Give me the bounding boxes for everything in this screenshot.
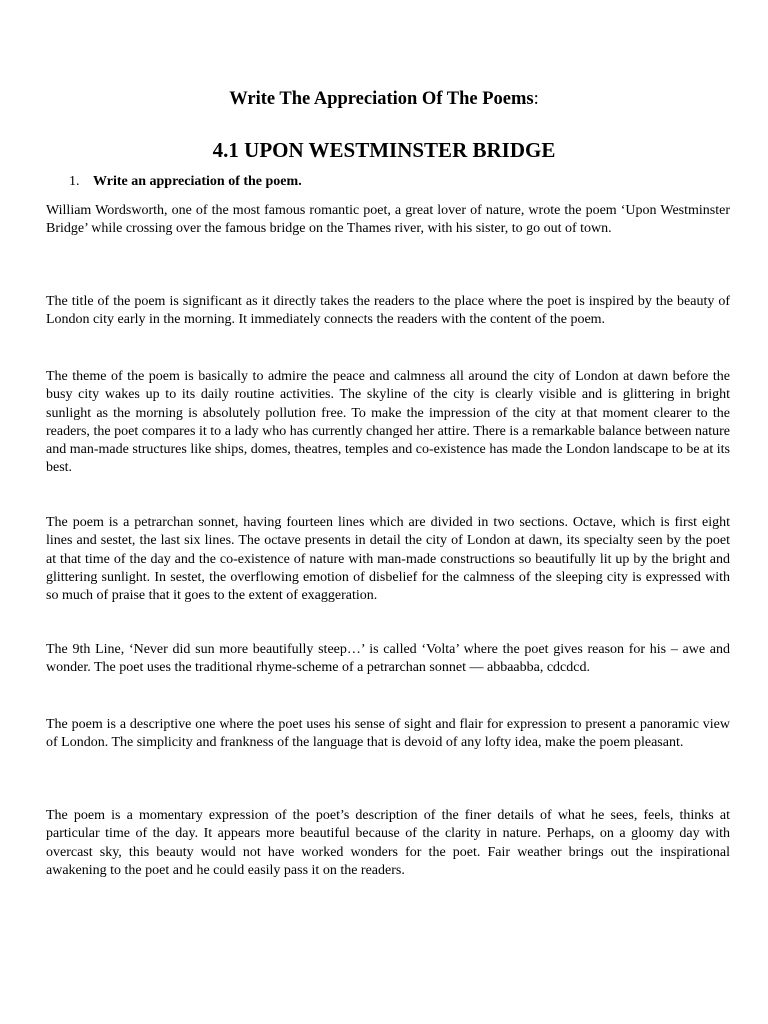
paragraph-author-intro: William Wordsworth, one of the most famous romantic poet, a great lover of nature, wrote the poem ‘Upon Westminster Bridge’ while crossing over the famous bridge on the Thames river, with his sister, to go out of town. [46,203,730,237]
paragraph-momentary-expression: The poem is a momentary expression of the poet’s description of the finer details of what he sees, feels, thinks at particular time of the day. It appears more beautiful because of the clarity in nature. Perhaps, on a gloomy day with overcast sky, this beauty would not have worked wonders for the poet. Fair weather brings out the inspirational awakening to the poet and he could easily pass it on the readers. [46,808,730,878]
paragraph-theme: The theme of the poem is basically to admire the peace and calmness all around the city of London at dawn before the busy city wakes up to its daily routine activities. The skyline of the city is clearly visible and is glittering in bright sunlight as the morning is absolutely pollution free. To make the impression of the city at that moment clearer to the readers, the poet compares it to a lady who has currently changed her attire. There is a remarkable balance between nature and man-made structures like ships, domes, theatres, temples and co-existence has made the London landscape to be at its best. [46,369,730,476]
page-title-text: Write The Appreciation Of The Poems [229,89,534,109]
question-number: 1. [69,174,80,189]
paragraph-descriptive: The poem is a descriptive one where the poet uses his sense of sight and flair for expression to present a panoramic view of London. The simplicity and frankness of the language that is devoid of any lofty idea, make the poem pleasant. [46,717,730,751]
question-item [69,174,302,190]
paragraph-sonnet-form: The poem is a petrarchan sonnet, having fourteen lines which are divided in two sections. Octave, which is first eight lines and sestet, the last six lines. The octave presents in detail the city of London at dawn, its specialty seen by the poet at that time of the day and the co-existence of nature with man-made constructions so beautifully lit up by the bright and glittering sunlight. In sestet, the overflowing emotion of disbelief for the calmness of the sleeping city is expressed with so much of praise that it goes to the extent of exaggeration. [46,515,730,604]
page-title-colon: : [533,89,539,109]
question-text: Write an appreciation of the poem. [93,174,302,189]
page-title [0,89,768,110]
paragraph-title: The title of the poem is significant as it directly takes the readers to the place where the poet is inspired by the beauty of London city early in the morning. It immediately connects the readers with the content of the poem. [46,294,730,328]
paragraph-volta: The 9th Line, ‘Never did sun more beautifully steep…’ is called ‘Volta’ where the poet gives reason for his – awe and wonder. The poet uses the traditional rhyme-scheme of a petrarchan sonnet — abbaabba, cdcdcd. [46,642,730,676]
section-heading: 4.1 UPON WESTMINSTER BRIDGE [212,138,556,162]
